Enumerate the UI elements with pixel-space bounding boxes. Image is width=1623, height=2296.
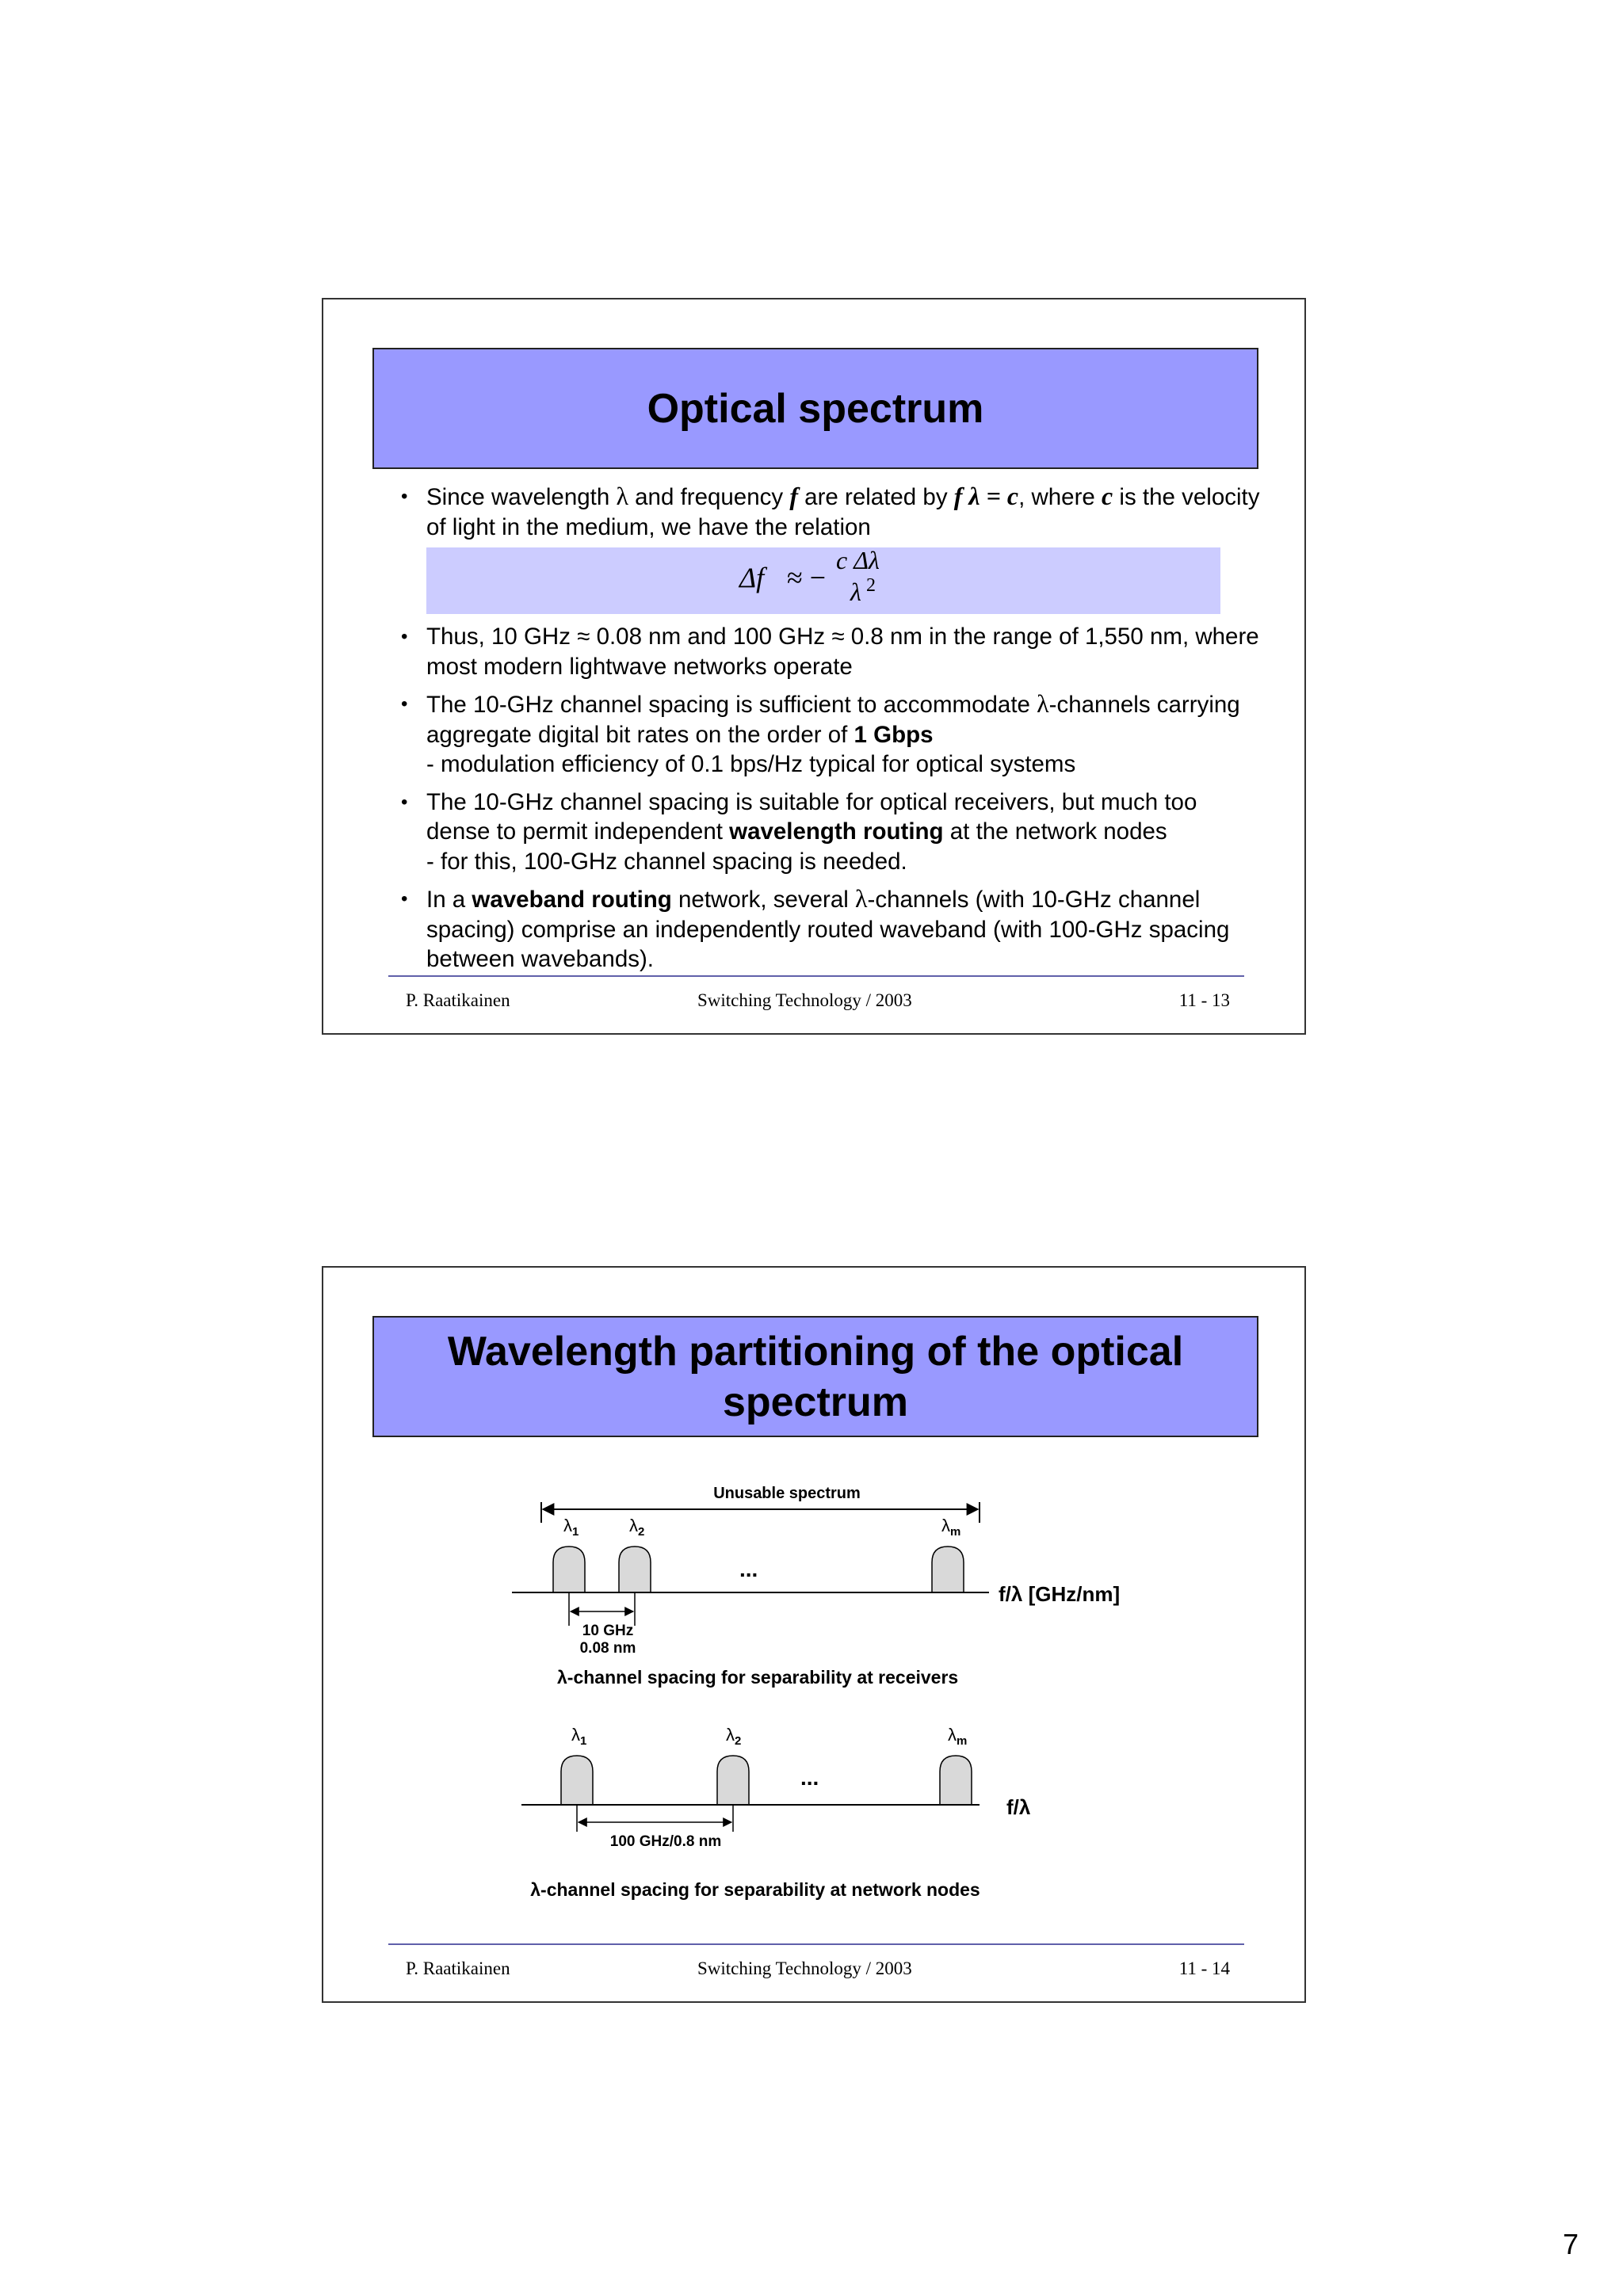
bullet-waveband-routing: • In a waveband routing network, several λ-channels (with 10-GHz channel spacing) comprise an independently routed waveband (with 100-GHz spacing between wavebands). [401, 884, 1266, 974]
spectrum-diagram [323, 1442, 1308, 1949]
lambda-m-label: $\lambda_m$ [948, 1725, 968, 1748]
lambda-2-label: $\lambda_2$ [726, 1725, 742, 1748]
slide-title-box [372, 348, 1258, 469]
channel-2-pulse [619, 1547, 651, 1592]
channel-1-pulse [561, 1756, 593, 1805]
slide-title: Wavelength partitioning of the optical spectrum [447, 1328, 1184, 1425]
channel-2-pulse [717, 1756, 749, 1805]
footer-slide-number: 11 - 14 [1178, 1958, 1230, 1978]
bullet-ghz-nm: • Thus, 10 GHz ≈ 0.08 nm and 100 GHz ≈ 0.8 nm in the range of 1,550 nm, where most modern lightwave networks operate [401, 622, 1266, 681]
slide-content [401, 482, 1266, 974]
slide-title: Optical spectrum [647, 385, 984, 432]
spacing-label: 100 GHz/0.8 nm [609, 1833, 722, 1850]
spacing-label-nm: 0.08 nm [579, 1640, 636, 1657]
footer-course: Switching Technology / 2003 [697, 1958, 912, 1978]
footer-course: Switching Technology / 2003 [697, 990, 912, 1010]
channel-1-pulse [553, 1547, 585, 1592]
footer-rule [388, 975, 1244, 977]
bullet-wavelength-frequency: • Since wavelength λ and frequency f are related by f λ = c, where c is the velocity of light in the medium, we have the relation [401, 482, 1266, 542]
spacing-label-ghz: 10 GHz [582, 1623, 634, 1639]
ellipsis: ... [800, 1765, 819, 1790]
footer-author: P. Raatikainen [406, 990, 510, 1010]
lambda-2-label: $\lambda_2$ [629, 1516, 645, 1539]
lambda-1-label: $\lambda_1$ [571, 1725, 587, 1748]
node-spacing-diagram [521, 1725, 1031, 1900]
footer-author: P. Raatikainen [406, 1958, 510, 1978]
node-caption: λ-channel spacing for separability at network nodes [530, 1879, 980, 1900]
receiver-caption: λ-channel spacing for separability at receivers [557, 1667, 959, 1688]
lambda-m-label: $\lambda_m$ [941, 1516, 961, 1539]
bullet-10ghz-sufficient: • The 10-GHz channel spacing is sufficient to accommodate λ-channels carrying aggregate digital bit rates on the order of 1 Gbps - modulation efficiency of 0.1 bps/Hz typical for optical systems [401, 689, 1266, 780]
bullet-10ghz-suitable: • The 10-GHz channel spacing is suitable for optical receivers, but much too dense to permit independent wavelength routing at the network nodes - for this, 100-GHz channel spacing is needed. [401, 788, 1266, 877]
formula: Δf ≈ − c Δλ λ 2 [739, 546, 880, 606]
footer-slide-number: 11 - 13 [1178, 990, 1230, 1010]
slide-wavelength-partitioning [322, 1266, 1306, 2003]
page-number: 7 [1562, 2228, 1579, 2260]
axis-label: f/λ [GHz/nm] [999, 1582, 1121, 1606]
formula-box [426, 547, 1220, 614]
receiver-spacing-diagram [512, 1485, 1120, 1688]
unusable-spectrum-label: Unusable spectrum [713, 1485, 861, 1502]
lambda-1-label: $\lambda_1$ [563, 1516, 579, 1539]
axis-label: f/λ [1006, 1795, 1031, 1819]
slide-title-box [372, 1316, 1258, 1437]
footer-rule [388, 1943, 1244, 1945]
slide-optical-spectrum [322, 298, 1306, 1035]
ellipsis: ... [739, 1557, 758, 1581]
channel-m-pulse [940, 1756, 972, 1805]
channel-m-pulse [932, 1547, 964, 1592]
